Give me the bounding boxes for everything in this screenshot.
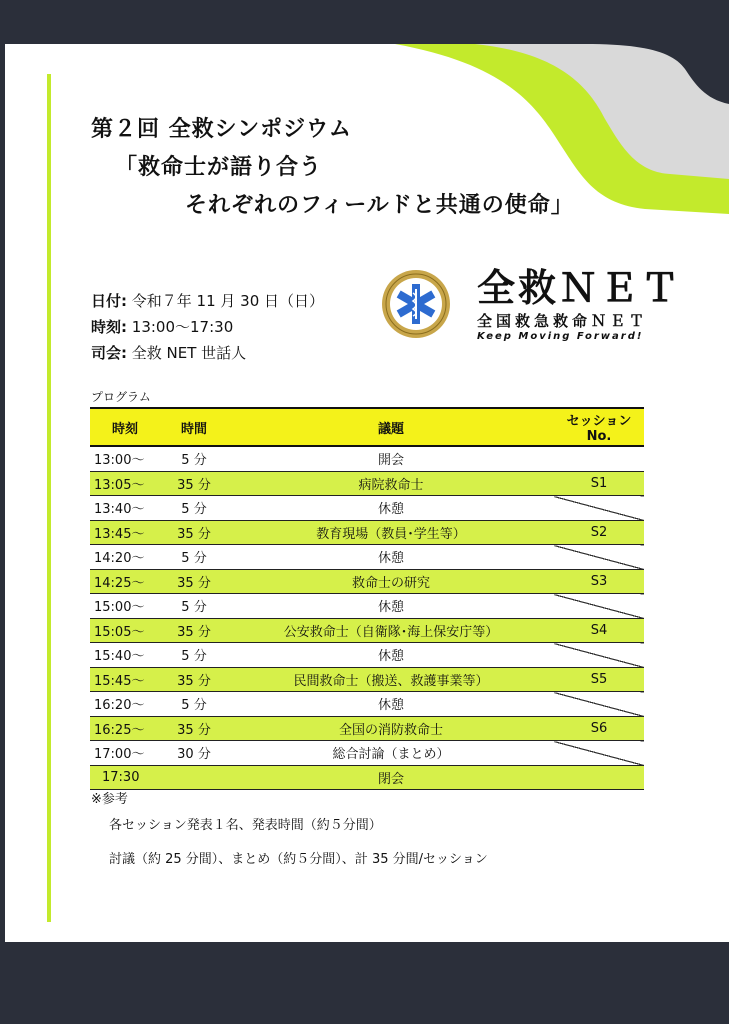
note-line-1: 各セッション発表１名、発表時間（約５分間） bbox=[109, 818, 382, 833]
table-row bbox=[90, 446, 644, 471]
row-duration: 35 分 bbox=[160, 520, 228, 545]
title-line-1: 第２回 全救シンポジウム bbox=[91, 117, 352, 142]
table-row bbox=[90, 594, 644, 619]
row-topic: 休憩 bbox=[228, 594, 554, 619]
row-duration: 35 分 bbox=[160, 716, 228, 741]
row-session-empty bbox=[554, 545, 644, 570]
row-topic: 休憩 bbox=[228, 643, 554, 668]
row-time: 13:05～ bbox=[90, 471, 160, 496]
row-time: 13:40～ bbox=[90, 496, 160, 521]
title-line-2: 「救命士が語り合う bbox=[115, 155, 323, 180]
table-row bbox=[90, 545, 644, 570]
row-topic: 全国の消防救命士 bbox=[228, 716, 554, 741]
row-duration-empty bbox=[160, 765, 228, 790]
row-session bbox=[554, 446, 644, 471]
accent-vertical-line bbox=[47, 74, 51, 922]
row-topic: 教育現場（教員･学生等） bbox=[228, 520, 554, 545]
row-duration: 5 分 bbox=[160, 496, 228, 521]
row-duration: 5 分 bbox=[160, 446, 228, 471]
row-time: 17:00～ bbox=[90, 741, 160, 766]
row-session-empty bbox=[554, 741, 644, 766]
table-row bbox=[90, 692, 644, 717]
row-session: S4 bbox=[554, 618, 644, 643]
row-time: 14:20～ bbox=[90, 545, 160, 570]
row-time: 13:45～ bbox=[90, 520, 160, 545]
brand-tagline: Keep Moving Forward! bbox=[477, 331, 644, 342]
row-duration: 35 分 bbox=[160, 471, 228, 496]
row-session: S3 bbox=[554, 569, 644, 594]
row-time: 14:25～ bbox=[90, 569, 160, 594]
row-session-empty bbox=[554, 496, 644, 521]
time-row bbox=[91, 316, 233, 337]
row-time: 16:25～ bbox=[90, 716, 160, 741]
header-duration: 時間 bbox=[160, 408, 228, 446]
row-time: 15:00～ bbox=[90, 594, 160, 619]
row-time: 17:30 bbox=[90, 765, 160, 790]
brand-name: 全救ＮＥＴ bbox=[477, 266, 683, 310]
row-duration: 5 分 bbox=[160, 594, 228, 619]
host-label: 司会: bbox=[91, 344, 127, 362]
row-topic: 休憩 bbox=[228, 496, 554, 521]
table-row bbox=[90, 643, 644, 668]
row-duration: 35 分 bbox=[160, 618, 228, 643]
row-topic: 総合討論（まとめ） bbox=[228, 741, 554, 766]
host-value: 全救 NET 世話人 bbox=[131, 344, 247, 362]
table-row bbox=[90, 496, 644, 521]
title-line-3: それぞれのフィールドと共通の使命」 bbox=[185, 193, 574, 218]
brand-logo bbox=[477, 268, 682, 342]
row-duration: 5 分 bbox=[160, 643, 228, 668]
row-topic: 病院救命士 bbox=[228, 471, 554, 496]
row-session: S6 bbox=[554, 716, 644, 741]
table-row bbox=[90, 741, 644, 766]
row-session-empty bbox=[554, 594, 644, 619]
host-row bbox=[91, 342, 246, 363]
date-row bbox=[91, 290, 324, 311]
row-time: 16:20～ bbox=[90, 692, 160, 717]
row-duration: 5 分 bbox=[160, 545, 228, 570]
table-row bbox=[90, 716, 644, 741]
row-time: 15:05～ bbox=[90, 618, 160, 643]
flyer-page bbox=[5, 44, 729, 942]
date-label: 日付: bbox=[91, 292, 127, 310]
row-session-empty bbox=[554, 692, 644, 717]
table-row bbox=[90, 471, 644, 496]
row-topic: 救命士の研究 bbox=[228, 569, 554, 594]
time-label: 時刻: bbox=[91, 318, 127, 336]
row-session: S2 bbox=[554, 520, 644, 545]
row-duration: 30 分 bbox=[160, 741, 228, 766]
program-table bbox=[90, 407, 644, 790]
table-row bbox=[90, 765, 644, 790]
table-header-row bbox=[90, 408, 644, 446]
row-session: S1 bbox=[554, 471, 644, 496]
row-duration: 35 分 bbox=[160, 569, 228, 594]
table-row bbox=[90, 520, 644, 545]
row-time: 15:40～ bbox=[90, 643, 160, 668]
row-topic: 休憩 bbox=[228, 692, 554, 717]
row-topic: 民間救命士（搬送、救護事業等） bbox=[228, 667, 554, 692]
table-row bbox=[90, 618, 644, 643]
header-topic: 議題 bbox=[228, 408, 554, 446]
time-value: 13:00～17:30 bbox=[131, 318, 234, 336]
table-row bbox=[90, 569, 644, 594]
row-session-empty bbox=[554, 765, 644, 790]
row-topic: 休憩 bbox=[228, 545, 554, 570]
row-time: 13:00～ bbox=[90, 446, 160, 471]
row-time: 15:45～ bbox=[90, 667, 160, 692]
table-row bbox=[90, 667, 644, 692]
date-value: 令和７年 11 月 30 日（日） bbox=[131, 292, 325, 310]
row-duration: 5 分 bbox=[160, 692, 228, 717]
program-label: プログラム bbox=[91, 390, 151, 404]
row-topic: 閉会 bbox=[228, 765, 554, 790]
row-session-empty bbox=[554, 643, 644, 668]
row-topic: 開会 bbox=[228, 446, 554, 471]
row-session: S5 bbox=[554, 667, 644, 692]
notes-header: ※参考 bbox=[91, 792, 128, 807]
row-topic: 公安救命士（自衛隊･海上保安庁等） bbox=[228, 618, 554, 643]
header-session: セッションNo. bbox=[554, 408, 644, 446]
star-of-life-icon bbox=[381, 269, 451, 339]
header-time: 時刻 bbox=[90, 408, 160, 446]
brand-subtitle: 全国救急救命ＮＥＴ bbox=[477, 312, 649, 330]
note-line-2: 討議（約 25 分間）、まとめ（約５分間）、計 35 分間/セッション bbox=[109, 852, 488, 867]
row-duration: 35 分 bbox=[160, 667, 228, 692]
